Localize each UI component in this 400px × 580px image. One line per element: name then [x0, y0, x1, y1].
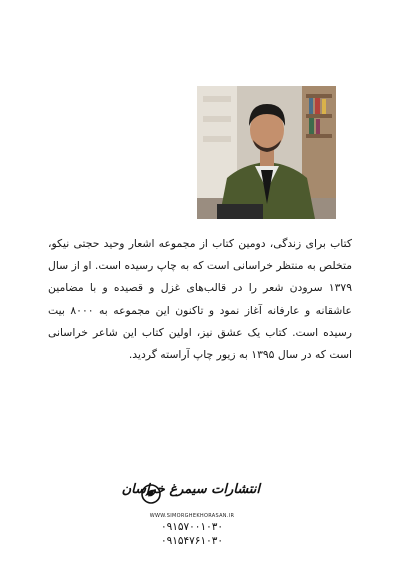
publisher-block	[121, 478, 260, 558]
author-photo	[197, 86, 336, 219]
bio-paragraph: کتاب برای زندگی، دومین کتاب از مجموعه اشعار وحید حجتی نیکو، متخلص به منتظر خراسانی است که به چاپ رسیده است. او از سال ۱۳۷۹ سرودن شعر را در قالب‌های غزل و قصیده و با مضامین عاشقانه و عارفانه آغاز نمود و تاکنون این مجموعه به ۸۰۰۰ بیت رسیده است. کتاب یک عشق نیز، اولین کتاب این شاعر خراسانی است که در سال ۱۳۹۵ به زیور چاپ آراسته گردید.	[48, 237, 352, 362]
author-portrait-image	[197, 86, 336, 219]
publisher-website: WWW.SIMORGHEKHORASAN.IR	[149, 513, 235, 519]
publisher-phone-1: ۰۹۱۵۷۰۰۱۰۳۰	[160, 521, 224, 533]
author-bio	[48, 233, 352, 366]
publisher-phone-2: ۰۹۱۵۴۷۶۱۰۳۰	[160, 535, 224, 547]
publisher-name: انتشارات سیمرغ خراسان	[121, 482, 260, 497]
